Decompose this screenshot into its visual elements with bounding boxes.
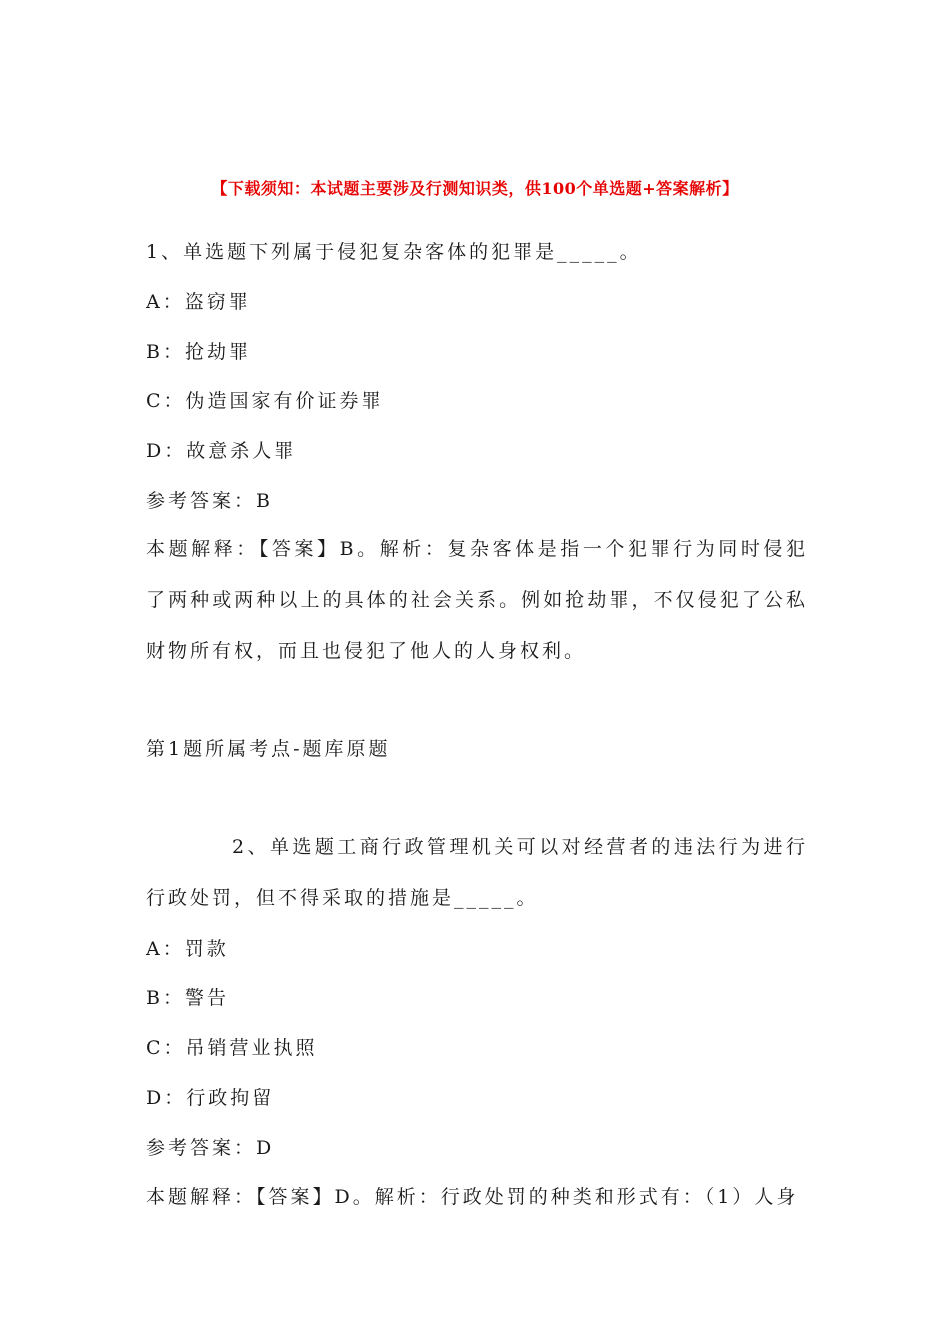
question-1-stem: 1、单选题下列属于侵犯复杂客体的犯罪是_____。 (146, 241, 642, 263)
question-1-answer: 参考答案：B (146, 490, 273, 512)
question-2-option-b: B：警告 (146, 987, 229, 1009)
question-1-source: 第1题所属考点-题库原题 (146, 738, 391, 760)
question-1-option-d: D：故意杀人罪 (146, 440, 297, 462)
question-2-explanation: 本题解释：【答案】D。解析：行政处罚的种类和形式有：（1）人身 (146, 1186, 799, 1208)
question-2-answer: 参考答案：D (146, 1137, 275, 1159)
question-1-explanation: 本题解释：【答案】B。解析：复杂客体是指一个犯罪行为同时侵犯了两种或两种以上的具体的社会关系。例如抢劫罪，不仅侵犯了公私财物所有权，而且也侵犯了他人的人身权利。 (146, 538, 808, 662)
download-notice: 【下载须知：本试题主要涉及行测知识类，供100个单选题+答案解析】 (211, 179, 739, 198)
question-1-option-c: C：伪造国家有价证券罪 (146, 390, 384, 412)
question-2-option-c: C：吊销营业执照 (146, 1037, 318, 1059)
question-2-option-d: D：行政拘留 (146, 1087, 275, 1109)
question-2-stem: 2、单选题工商行政管理机关可以对经营者的违法行为进行行政处罚，但不得采取的措施是_____。 (146, 836, 808, 909)
question-2-option-a: A：罚款 (146, 938, 229, 960)
question-1-option-a: A：盗窃罪 (146, 291, 251, 313)
question-1-option-b: B：抢劫罪 (146, 341, 251, 363)
